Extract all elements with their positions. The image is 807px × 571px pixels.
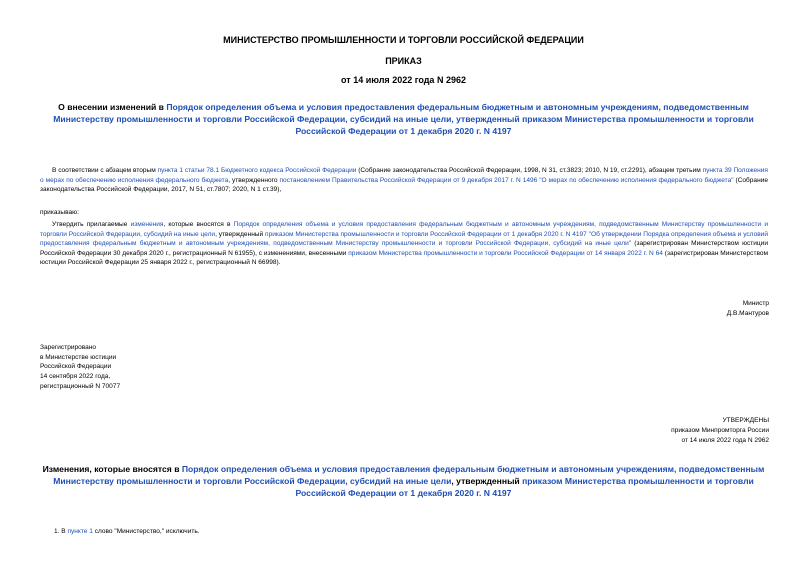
approval-line-2: приказом Минпромторга России xyxy=(671,427,769,434)
approval-line-3: от 14 июля 2022 года N 2962 xyxy=(681,437,769,444)
preamble-text-3: , утвержденного xyxy=(228,176,280,184)
preamble-text-4: (Собрание законодательства Российской Федерации, 2017, N 51, ст.7807; 2020, N 1 ст.39), xyxy=(40,176,768,194)
budget-regulation-link[interactable]: пункта 39 Положения о мерах по обеспечению исполнения федерального бюджета xyxy=(40,167,768,184)
approval-line-1: УТВЕРЖДЕНЫ xyxy=(722,417,769,424)
signature-name: Д.В.Мантуров xyxy=(726,310,769,317)
order-text-4: (зарегистрирован Министерством юстиции Российской Федерации 30 декабря 2020 г., регистрационный N 61955), с изменениями, внесенными xyxy=(40,240,768,257)
signature-block xyxy=(727,299,769,319)
registration-line-4: 14 сентября 2022 года, xyxy=(40,373,111,381)
order-title-link[interactable]: Порядок определения объема и условия предоставления федеральным бюджетным и автономным учреждениям, подведомственным Министерству промышленности и торговли Российской Федерации, субсидий на иные цели, утвержденный приказом Министерства промышленности и торговли Российской Федерации от 1 декабря 2020 г. N 4197 xyxy=(53,102,754,136)
changes-title-prefix: Изменения, которые вносятся в xyxy=(42,464,182,474)
registration-line-5: регистрационный N 70077 xyxy=(40,382,121,390)
order-date: от 14 июля 2022 года N 2962 xyxy=(341,75,466,85)
ministry-name: МИНИСТЕРСТВО ПРОМЫШЛЕННОСТИ И ТОРГОВЛИ РОССИЙСКОЙ ФЕДЕРАЦИИ xyxy=(223,35,584,45)
order-4197-link[interactable]: приказом Министерства промышленности и торговли Российской Федерации от 1 декабря 2020 г. N 4197 "Об утверждении Порядка определения объема и условий предоставления федеральным бюджетным и автономным учреждениям, подведомственным Министерству промышленности и торговли Российской Федерации, субсидий на иные цели" xyxy=(40,230,769,248)
changes-link[interactable]: изменения xyxy=(130,221,164,228)
registration-line-2: в Министерстве юстиции xyxy=(40,353,117,361)
government-decree-link[interactable]: постановлением Правительства Российской Федерации от 9 декабря 2017 г. N 1496 "О мерах по обеспечению исполнения федерального бюджета" xyxy=(279,176,734,184)
order-text-5: (зарегистрирован Министерством юстиции Российской Федерации 25 января 2022 г., регистрационный N 66998). xyxy=(40,249,768,267)
procedure-link[interactable]: Порядок определения объема и условия предоставления федеральным бюджетным и автономным учреждениям, подведомственным Министерству промышленности и торговли Российской Федерации, субсидий на иные цели xyxy=(40,221,768,238)
change-item-1-prefix: 1. В xyxy=(54,528,68,535)
changes-order-link[interactable]: приказом Министерства промышленности и торговли Российской Федерации от 1 декабря 2020 г. N 4197 xyxy=(295,476,754,498)
order-text-2: , которые вносятся в xyxy=(163,221,234,228)
order-label: ПРИКАЗ xyxy=(385,56,422,66)
order-64-link[interactable]: приказом Министерства промышленности и торговли Российской Федерации от 14 января 2022 г. N 64 xyxy=(348,249,663,257)
order-title-prefix: О внесении изменений в xyxy=(58,102,167,112)
registration-line-1: Зарегистрировано xyxy=(40,344,97,351)
order-title xyxy=(40,101,767,137)
approval-block xyxy=(671,416,769,446)
point-1-link[interactable]: пункте 1 xyxy=(67,528,93,535)
changes-procedure-link[interactable]: Порядок определения объема и условия предоставления федеральным бюджетным и автономным учреждениям, подведомственным Министерству промышленности и торговли Российской Федерации, субсидий на иные цели xyxy=(53,464,765,486)
preamble-text-2: (Собрание законодательства Российской Федерации, 1998, N 31, ст.3823; 2010, N 19, ст.2291), абзацем третьим xyxy=(356,167,703,174)
signature-position: Министр xyxy=(742,300,769,307)
budget-code-link[interactable]: пункта 1 статьи 78.1 Бюджетного кодекса Российской Федерации xyxy=(157,167,357,174)
registration-line-3: Российской Федерации xyxy=(40,363,112,371)
registration-block xyxy=(40,343,120,392)
order-paragraph xyxy=(40,220,768,268)
changes-title xyxy=(40,463,767,499)
order-text-1: Утвердить прилагаемые xyxy=(52,221,131,228)
change-item-1 xyxy=(54,528,200,535)
preamble-text-1: В соответствии с абзацем вторым xyxy=(52,167,158,174)
order-verb: приказываю: xyxy=(40,209,79,216)
changes-title-middle: , утвержденный xyxy=(451,476,523,486)
preamble-paragraph xyxy=(40,166,768,195)
change-item-1-text: слово "Министерство," исключить. xyxy=(92,528,200,535)
order-text-3: , утвержденный xyxy=(215,230,266,238)
